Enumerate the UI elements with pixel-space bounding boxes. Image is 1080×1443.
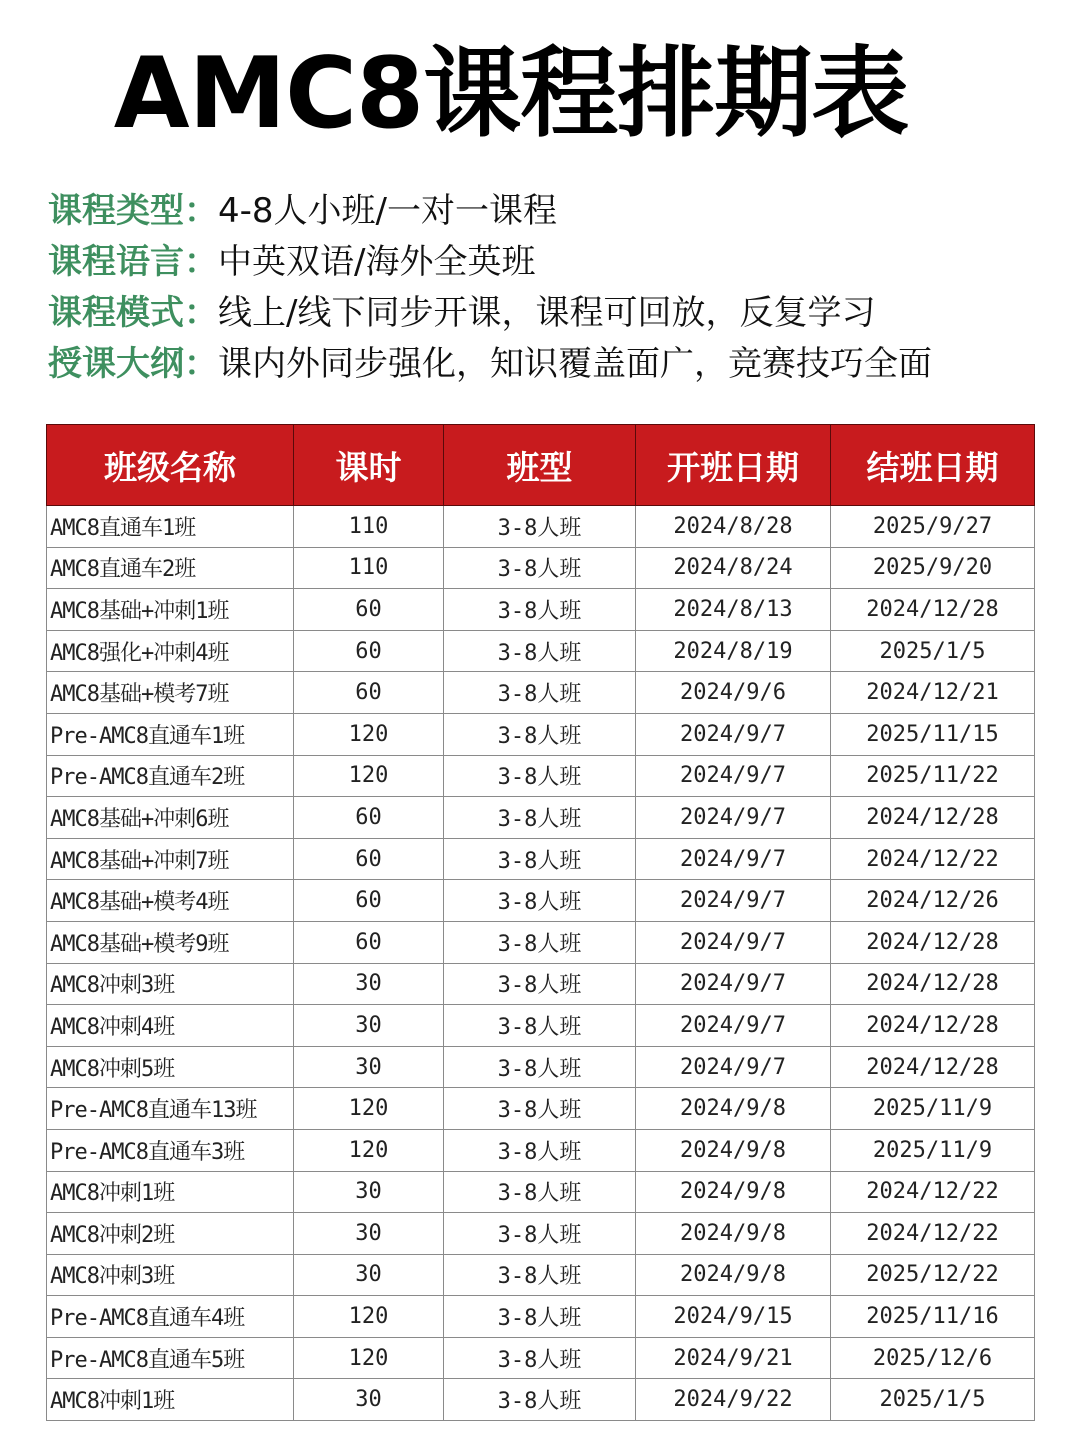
info-label: 授课大纲： xyxy=(48,344,218,384)
table-row xyxy=(47,1213,1035,1255)
cell-end-date: 2025/1/5 xyxy=(831,1379,1035,1421)
cell-class-name: AMC8基础+冲刺1班 xyxy=(47,589,294,631)
info-row-language xyxy=(48,237,1058,288)
cell-hours: 60 xyxy=(294,838,444,880)
cell-start-date: 2024/9/7 xyxy=(636,1005,831,1047)
cell-start-date: 2024/9/7 xyxy=(636,838,831,880)
info-label: 课程模式： xyxy=(48,293,218,333)
cell-end-date: 2025/11/9 xyxy=(831,1129,1035,1171)
cell-end-date: 2025/1/5 xyxy=(831,630,1035,672)
cell-class-name: AMC8冲刺1班 xyxy=(47,1171,294,1213)
info-row-mode xyxy=(48,288,1058,339)
cell-start-date: 2024/9/7 xyxy=(636,963,831,1005)
cell-class-name: AMC8基础+模考9班 xyxy=(47,921,294,963)
cell-end-date: 2025/11/16 xyxy=(831,1296,1035,1338)
cell-hours: 30 xyxy=(294,1254,444,1296)
header-start-date: 开班日期 xyxy=(636,425,831,506)
page-title: AMC8课程排期表 xyxy=(113,37,909,151)
header-class-type: 班型 xyxy=(444,425,636,506)
cell-end-date: 2025/12/6 xyxy=(831,1337,1035,1379)
table-row xyxy=(47,1005,1035,1047)
cell-class-type: 3-8人班 xyxy=(444,1088,636,1130)
table-row xyxy=(47,1088,1035,1130)
info-row-syllabus xyxy=(48,339,1058,390)
cell-class-name: Pre-AMC8直通车1班 xyxy=(47,713,294,755)
cell-class-type: 3-8人班 xyxy=(444,589,636,631)
cell-start-date: 2024/9/15 xyxy=(636,1296,831,1338)
cell-hours: 30 xyxy=(294,1213,444,1255)
cell-hours: 30 xyxy=(294,1171,444,1213)
info-row-type xyxy=(48,186,1058,237)
table-row xyxy=(47,1129,1035,1171)
cell-hours: 60 xyxy=(294,672,444,714)
table-row xyxy=(47,797,1035,839)
cell-start-date: 2024/8/28 xyxy=(636,506,831,548)
cell-class-name: Pre-AMC8直通车3班 xyxy=(47,1129,294,1171)
table-row xyxy=(47,963,1035,1005)
schedule-table xyxy=(46,424,1035,1421)
table-row xyxy=(47,1046,1035,1088)
cell-end-date: 2024/12/22 xyxy=(831,838,1035,880)
cell-class-name: AMC8直通车2班 xyxy=(47,547,294,589)
cell-start-date: 2024/9/7 xyxy=(636,797,831,839)
cell-start-date: 2024/9/8 xyxy=(636,1171,831,1213)
cell-hours: 110 xyxy=(294,547,444,589)
info-value: 课内外同步强化，知识覆盖面广，竞赛技巧全面 xyxy=(218,344,932,384)
info-value: 4-8人小班/一对一课程 xyxy=(218,191,557,231)
cell-class-type: 3-8人班 xyxy=(444,838,636,880)
cell-end-date: 2025/9/20 xyxy=(831,547,1035,589)
table-row xyxy=(47,1171,1035,1213)
course-info xyxy=(48,186,1058,390)
cell-class-type: 3-8人班 xyxy=(444,880,636,922)
info-value: 线上/线下同步开课，课程可回放，反复学习 xyxy=(218,293,876,333)
header-class-name: 班级名称 xyxy=(47,425,294,506)
cell-end-date: 2025/9/27 xyxy=(831,506,1035,548)
cell-hours: 120 xyxy=(294,755,444,797)
cell-class-name: Pre-AMC8直通车5班 xyxy=(47,1337,294,1379)
cell-class-name: AMC8冲刺3班 xyxy=(47,963,294,1005)
table-row xyxy=(47,880,1035,922)
table-row xyxy=(47,589,1035,631)
cell-class-type: 3-8人班 xyxy=(444,1296,636,1338)
cell-class-type: 3-8人班 xyxy=(444,713,636,755)
table-body xyxy=(47,506,1035,1421)
cell-start-date: 2024/9/7 xyxy=(636,1046,831,1088)
cell-class-type: 3-8人班 xyxy=(444,1337,636,1379)
cell-class-name: Pre-AMC8直通车13班 xyxy=(47,1088,294,1130)
cell-class-type: 3-8人班 xyxy=(444,921,636,963)
cell-class-name: AMC8冲刺5班 xyxy=(47,1046,294,1088)
cell-end-date: 2024/12/28 xyxy=(831,921,1035,963)
cell-hours: 30 xyxy=(294,1046,444,1088)
table-row xyxy=(47,630,1035,672)
cell-start-date: 2024/9/21 xyxy=(636,1337,831,1379)
header-hours: 课时 xyxy=(294,425,444,506)
cell-class-type: 3-8人班 xyxy=(444,630,636,672)
cell-class-name: Pre-AMC8直通车4班 xyxy=(47,1296,294,1338)
cell-class-type: 3-8人班 xyxy=(444,797,636,839)
cell-end-date: 2024/12/22 xyxy=(831,1213,1035,1255)
cell-end-date: 2024/12/22 xyxy=(831,1171,1035,1213)
table-row xyxy=(47,1337,1035,1379)
cell-end-date: 2024/12/21 xyxy=(831,672,1035,714)
cell-start-date: 2024/9/7 xyxy=(636,921,831,963)
cell-start-date: 2024/9/8 xyxy=(636,1213,831,1255)
cell-hours: 30 xyxy=(294,1005,444,1047)
cell-start-date: 2024/8/13 xyxy=(636,589,831,631)
cell-end-date: 2024/12/28 xyxy=(831,1005,1035,1047)
cell-hours: 110 xyxy=(294,506,444,548)
cell-end-date: 2024/12/28 xyxy=(831,589,1035,631)
cell-class-name: AMC8基础+冲刺6班 xyxy=(47,797,294,839)
cell-class-type: 3-8人班 xyxy=(444,672,636,714)
table-row xyxy=(47,713,1035,755)
cell-hours: 60 xyxy=(294,589,444,631)
cell-hours: 60 xyxy=(294,880,444,922)
cell-start-date: 2024/9/8 xyxy=(636,1129,831,1171)
table-row xyxy=(47,672,1035,714)
cell-hours: 120 xyxy=(294,1088,444,1130)
cell-class-name: AMC8冲刺4班 xyxy=(47,1005,294,1047)
cell-class-name: AMC8基础+冲刺7班 xyxy=(47,838,294,880)
cell-end-date: 2025/11/22 xyxy=(831,755,1035,797)
cell-class-name: AMC8冲刺2班 xyxy=(47,1213,294,1255)
cell-end-date: 2024/12/28 xyxy=(831,1046,1035,1088)
info-label: 课程语言： xyxy=(48,242,218,282)
info-value: 中英双语/海外全英班 xyxy=(218,242,536,282)
cell-start-date: 2024/9/6 xyxy=(636,672,831,714)
cell-end-date: 2024/12/26 xyxy=(831,880,1035,922)
cell-class-type: 3-8人班 xyxy=(444,963,636,1005)
cell-class-name: Pre-AMC8直通车2班 xyxy=(47,755,294,797)
cell-class-name: AMC8冲刺3班 xyxy=(47,1254,294,1296)
cell-hours: 120 xyxy=(294,1296,444,1338)
cell-class-type: 3-8人班 xyxy=(444,1254,636,1296)
cell-class-type: 3-8人班 xyxy=(444,1379,636,1421)
cell-end-date: 2024/12/28 xyxy=(831,963,1035,1005)
cell-class-type: 3-8人班 xyxy=(444,1046,636,1088)
cell-hours: 60 xyxy=(294,630,444,672)
cell-end-date: 2024/12/28 xyxy=(831,797,1035,839)
table-row xyxy=(47,506,1035,548)
cell-start-date: 2024/8/19 xyxy=(636,630,831,672)
cell-class-type: 3-8人班 xyxy=(444,506,636,548)
table-row xyxy=(47,921,1035,963)
cell-class-type: 3-8人班 xyxy=(444,1005,636,1047)
cell-start-date: 2024/9/7 xyxy=(636,713,831,755)
cell-end-date: 2025/12/22 xyxy=(831,1254,1035,1296)
cell-class-type: 3-8人班 xyxy=(444,547,636,589)
cell-hours: 60 xyxy=(294,797,444,839)
cell-start-date: 2024/9/22 xyxy=(636,1379,831,1421)
cell-class-name: AMC8基础+模考4班 xyxy=(47,880,294,922)
cell-start-date: 2024/9/8 xyxy=(636,1088,831,1130)
table-row xyxy=(47,1296,1035,1338)
cell-class-type: 3-8人班 xyxy=(444,755,636,797)
cell-hours: 120 xyxy=(294,1337,444,1379)
cell-hours: 30 xyxy=(294,1379,444,1421)
cell-class-name: AMC8直通车1班 xyxy=(47,506,294,548)
cell-class-name: AMC8冲刺1班 xyxy=(47,1379,294,1421)
cell-start-date: 2024/9/7 xyxy=(636,755,831,797)
cell-hours: 30 xyxy=(294,963,444,1005)
cell-end-date: 2025/11/9 xyxy=(831,1088,1035,1130)
cell-class-type: 3-8人班 xyxy=(444,1171,636,1213)
cell-start-date: 2024/9/7 xyxy=(636,880,831,922)
table-row xyxy=(47,755,1035,797)
cell-hours: 60 xyxy=(294,921,444,963)
cell-class-name: AMC8基础+模考7班 xyxy=(47,672,294,714)
cell-hours: 120 xyxy=(294,713,444,755)
table-header-row xyxy=(47,425,1035,506)
info-label: 课程类型： xyxy=(48,191,218,231)
table-row xyxy=(47,1254,1035,1296)
header-end-date: 结班日期 xyxy=(831,425,1035,506)
cell-class-type: 3-8人班 xyxy=(444,1129,636,1171)
cell-hours: 120 xyxy=(294,1129,444,1171)
table-row xyxy=(47,838,1035,880)
cell-end-date: 2025/11/15 xyxy=(831,713,1035,755)
table-row xyxy=(47,1379,1035,1421)
cell-start-date: 2024/8/24 xyxy=(636,547,831,589)
cell-class-type: 3-8人班 xyxy=(444,1213,636,1255)
cell-start-date: 2024/9/8 xyxy=(636,1254,831,1296)
table-row xyxy=(47,547,1035,589)
cell-class-name: AMC8强化+冲刺4班 xyxy=(47,630,294,672)
